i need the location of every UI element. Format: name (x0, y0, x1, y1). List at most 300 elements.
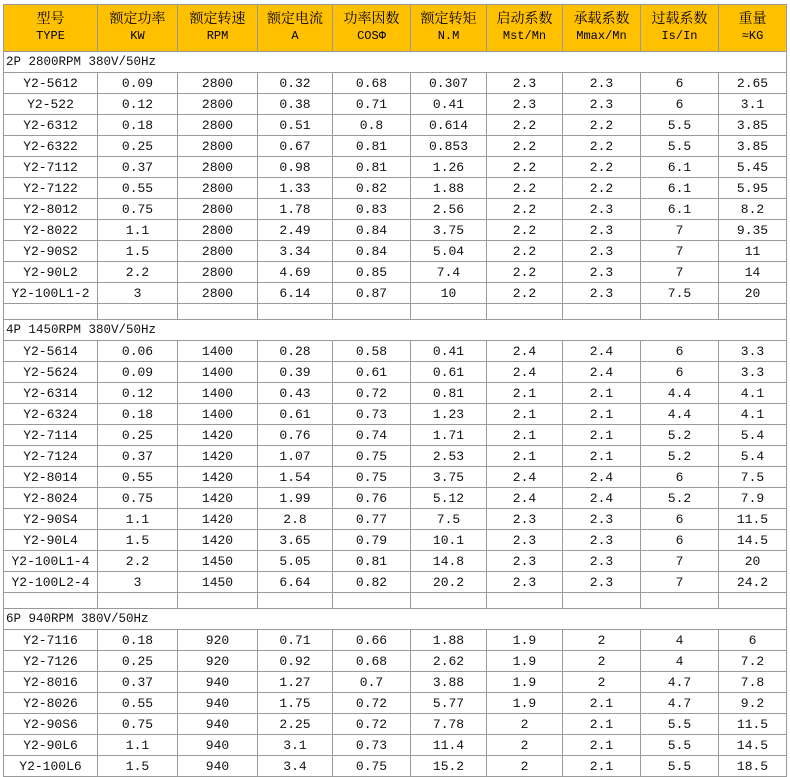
table-cell: 2.2 (487, 220, 563, 241)
table-row (4, 756, 787, 777)
empty-cell (719, 304, 787, 320)
table-cell: 2.3 (563, 94, 641, 115)
table-cell: 0.307 (411, 73, 487, 94)
table-row (4, 488, 787, 509)
table-row (4, 94, 787, 115)
table-row (4, 199, 787, 220)
table-cell: 2.3 (563, 262, 641, 283)
table-cell: 2.2 (563, 157, 641, 178)
table-cell: 0.87 (333, 283, 411, 304)
table-cell: 5.45 (719, 157, 787, 178)
table-cell: 3.85 (719, 115, 787, 136)
table-cell: 1420 (178, 446, 258, 467)
table-cell: 2.8 (258, 509, 333, 530)
table-cell: Y2-90L4 (4, 530, 98, 551)
table-cell: 9.2 (719, 693, 787, 714)
table-cell: 2 (487, 756, 563, 777)
table-cell: 2.4 (563, 362, 641, 383)
header-type: 型号 TYPE (4, 5, 98, 52)
table-cell: 7 (641, 262, 719, 283)
table-cell: 2.4 (487, 341, 563, 362)
header-row (4, 5, 787, 52)
section-label: 4P 1450RPM 380V/50Hz (4, 320, 787, 341)
table-row (4, 178, 787, 199)
table-cell: Y2-7126 (4, 651, 98, 672)
table-cell: 4.7 (641, 693, 719, 714)
spacer-row (4, 304, 787, 320)
table-cell: Y2-8016 (4, 672, 98, 693)
table-cell: 2.3 (487, 530, 563, 551)
table-cell: 2.1 (563, 425, 641, 446)
table-cell: 0.81 (333, 551, 411, 572)
table-cell: 0.81 (411, 383, 487, 404)
table-cell: 1.71 (411, 425, 487, 446)
empty-cell (719, 593, 787, 609)
table-cell: 0.55 (98, 693, 178, 714)
table-cell: Y2-100L1-2 (4, 283, 98, 304)
table-cell: 2800 (178, 136, 258, 157)
table-cell: 7.78 (411, 714, 487, 735)
table-cell: Y2-7124 (4, 446, 98, 467)
table-cell: 2.2 (487, 241, 563, 262)
table-cell: 9.35 (719, 220, 787, 241)
table-row (4, 220, 787, 241)
table-row (4, 157, 787, 178)
table-cell: 14.8 (411, 551, 487, 572)
table-cell: 2 (487, 735, 563, 756)
table-row (4, 630, 787, 651)
table-cell: 7 (641, 551, 719, 572)
table-cell: 940 (178, 672, 258, 693)
table-cell: 0.32 (258, 73, 333, 94)
table-cell: 5.5 (641, 735, 719, 756)
table-cell: 2.3 (563, 220, 641, 241)
header-power-factor: 功率因数 COSΦ (333, 5, 411, 52)
table-cell: 1420 (178, 509, 258, 530)
table-cell: Y2-8024 (4, 488, 98, 509)
table-cell: 4.7 (641, 672, 719, 693)
table-cell: 0.39 (258, 362, 333, 383)
table-cell: 2.4 (563, 488, 641, 509)
table-cell: 20.2 (411, 572, 487, 593)
table-cell: 2.1 (563, 446, 641, 467)
table-cell: 7 (641, 220, 719, 241)
table-cell: 5.5 (641, 756, 719, 777)
table-cell: 2.4 (487, 362, 563, 383)
table-cell: 2.3 (487, 572, 563, 593)
table-cell: 7.5 (411, 509, 487, 530)
table-cell: 1450 (178, 551, 258, 572)
table-cell: 940 (178, 735, 258, 756)
table-cell: 3.34 (258, 241, 333, 262)
table-cell: 3.85 (719, 136, 787, 157)
table-cell: 8.2 (719, 199, 787, 220)
table-cell: 11 (719, 241, 787, 262)
table-cell: 1420 (178, 425, 258, 446)
table-cell: 2.4 (487, 488, 563, 509)
table-cell: 2.65 (719, 73, 787, 94)
table-cell: 2.3 (563, 530, 641, 551)
table-row (4, 383, 787, 404)
table-cell: 0.76 (258, 425, 333, 446)
table-cell: 0.75 (98, 488, 178, 509)
table-cell: 1450 (178, 572, 258, 593)
table-row (4, 572, 787, 593)
table-cell: 0.72 (333, 693, 411, 714)
table-cell: 3.1 (719, 94, 787, 115)
table-cell: 2.2 (487, 115, 563, 136)
table-cell: 2.3 (487, 73, 563, 94)
table-cell: 5.5 (641, 136, 719, 157)
table-cell: 2.53 (411, 446, 487, 467)
table-cell: 1400 (178, 341, 258, 362)
table-cell: 4.69 (258, 262, 333, 283)
empty-cell (178, 593, 258, 609)
table-cell: 3.75 (411, 220, 487, 241)
table-cell: 3.3 (719, 362, 787, 383)
table-cell: 14.5 (719, 530, 787, 551)
table-cell: 2.2 (98, 262, 178, 283)
table-cell: 0.83 (333, 199, 411, 220)
table-cell: 5.4 (719, 425, 787, 446)
table-cell: 2800 (178, 73, 258, 94)
table-cell: Y2-8014 (4, 467, 98, 488)
table-cell: 2.1 (487, 446, 563, 467)
table-row (4, 672, 787, 693)
table-cell: 7 (641, 241, 719, 262)
table-cell: Y2-90L2 (4, 262, 98, 283)
table-cell: 14.5 (719, 735, 787, 756)
table-cell: 1400 (178, 404, 258, 425)
table-cell: 1.9 (487, 672, 563, 693)
table-cell: 2.2 (487, 136, 563, 157)
table-cell: 0.92 (258, 651, 333, 672)
table-cell: 0.37 (98, 672, 178, 693)
table-cell: 2.1 (563, 404, 641, 425)
table-row (4, 735, 787, 756)
table-cell: 1.9 (487, 651, 563, 672)
empty-cell (4, 304, 98, 320)
table-cell: 10 (411, 283, 487, 304)
table-cell: 6 (641, 73, 719, 94)
table-cell: 3.88 (411, 672, 487, 693)
table-cell: 1.99 (258, 488, 333, 509)
empty-cell (563, 304, 641, 320)
table-cell: 0.37 (98, 446, 178, 467)
table-cell: 4.4 (641, 404, 719, 425)
table-cell: 6 (641, 467, 719, 488)
table-cell: 2.1 (563, 693, 641, 714)
table-cell: Y2-90S2 (4, 241, 98, 262)
table-cell: 5.05 (258, 551, 333, 572)
empty-cell (333, 593, 411, 609)
table-cell: 0.25 (98, 425, 178, 446)
table-cell: 0.41 (411, 94, 487, 115)
table-cell: 5.2 (641, 488, 719, 509)
table-row (4, 467, 787, 488)
table-cell: 1.5 (98, 530, 178, 551)
table-cell: 2.1 (487, 404, 563, 425)
table-cell: 2 (563, 672, 641, 693)
table-cell: Y2-6312 (4, 115, 98, 136)
table-cell: 0.8 (333, 115, 411, 136)
table-cell: 3 (98, 572, 178, 593)
section-header-row (4, 609, 787, 630)
table-cell: 6.14 (258, 283, 333, 304)
table-cell: Y2-100L1-4 (4, 551, 98, 572)
table-cell: 5.5 (641, 115, 719, 136)
table-cell: 0.09 (98, 362, 178, 383)
table-cell: 5.77 (411, 693, 487, 714)
table-cell: Y2-6322 (4, 136, 98, 157)
table-row (4, 262, 787, 283)
table-cell: Y2-7114 (4, 425, 98, 446)
table-cell: 3.1 (258, 735, 333, 756)
table-cell: Y2-5624 (4, 362, 98, 383)
table-cell: 24.2 (719, 572, 787, 593)
table-cell: Y2-522 (4, 94, 98, 115)
empty-cell (563, 593, 641, 609)
table-row (4, 509, 787, 530)
header-starting-ratio: 启动系数 Mst/Mn (487, 5, 563, 52)
table-cell: 6 (641, 509, 719, 530)
table-cell: 0.79 (333, 530, 411, 551)
table-cell: 0.75 (333, 467, 411, 488)
motor-spec-table (3, 4, 787, 777)
table-cell: 0.43 (258, 383, 333, 404)
table-cell: 0.73 (333, 735, 411, 756)
table-cell: 2.3 (563, 283, 641, 304)
table-cell: 7 (641, 572, 719, 593)
table-cell: 0.81 (333, 157, 411, 178)
table-cell: 940 (178, 756, 258, 777)
table-cell: 6 (641, 94, 719, 115)
table-cell: 0.72 (333, 383, 411, 404)
table-cell: 1420 (178, 488, 258, 509)
table-cell: 2.3 (487, 551, 563, 572)
table-row (4, 425, 787, 446)
table-cell: 1.88 (411, 178, 487, 199)
table-cell: 1.27 (258, 672, 333, 693)
table-cell: 0.58 (333, 341, 411, 362)
section-label: 2P 2800RPM 380V/50Hz (4, 52, 787, 73)
table-cell: 1420 (178, 467, 258, 488)
table-cell: 2.1 (487, 425, 563, 446)
table-cell: 1.26 (411, 157, 487, 178)
table-cell: 0.82 (333, 178, 411, 199)
table-cell: 1.1 (98, 509, 178, 530)
table-cell: 0.75 (98, 199, 178, 220)
empty-cell (258, 593, 333, 609)
empty-cell (178, 304, 258, 320)
table-body (4, 52, 787, 777)
table-cell: 1.5 (98, 756, 178, 777)
table-cell: 1.33 (258, 178, 333, 199)
table-cell: 0.71 (258, 630, 333, 651)
table-cell: 0.25 (98, 651, 178, 672)
table-cell: 0.75 (333, 756, 411, 777)
table-row (4, 362, 787, 383)
table-row (4, 446, 787, 467)
table-cell: 0.82 (333, 572, 411, 593)
table-cell: Y2-100L2-4 (4, 572, 98, 593)
table-cell: 5.2 (641, 446, 719, 467)
table-cell: 2.3 (563, 241, 641, 262)
table-row (4, 283, 787, 304)
table-cell: 0.61 (333, 362, 411, 383)
table-cell: 2.2 (487, 283, 563, 304)
table-row (4, 136, 787, 157)
table-cell: 2800 (178, 157, 258, 178)
table-cell: 1.88 (411, 630, 487, 651)
table-cell: 7.2 (719, 651, 787, 672)
table-cell: 0.84 (333, 241, 411, 262)
table-cell: 0.12 (98, 383, 178, 404)
section-header-row (4, 320, 787, 341)
table-cell: 0.71 (333, 94, 411, 115)
table-cell: 6.1 (641, 157, 719, 178)
table-cell: Y2-8022 (4, 220, 98, 241)
table-cell: 7.9 (719, 488, 787, 509)
table-row (4, 404, 787, 425)
table-cell: 2 (563, 651, 641, 672)
empty-cell (487, 304, 563, 320)
table-cell: 1.5 (98, 241, 178, 262)
table-cell: 10.1 (411, 530, 487, 551)
table-cell: Y2-7122 (4, 178, 98, 199)
table-cell: 0.853 (411, 136, 487, 157)
table-cell: 5.5 (641, 714, 719, 735)
table-cell: Y2-100L6 (4, 756, 98, 777)
table-cell: 2.3 (563, 199, 641, 220)
header-max-torque-ratio: 承载系数 Mmax/Mn (563, 5, 641, 52)
table-cell: 2.3 (487, 94, 563, 115)
table-cell: 1420 (178, 530, 258, 551)
table-cell: Y2-7112 (4, 157, 98, 178)
empty-cell (487, 593, 563, 609)
table-cell: 3.4 (258, 756, 333, 777)
table-cell: 2800 (178, 199, 258, 220)
table-cell: Y2-5614 (4, 341, 98, 362)
section-header-row (4, 52, 787, 73)
table-cell: 7.5 (641, 283, 719, 304)
table-cell: 0.55 (98, 467, 178, 488)
table-cell: 2.2 (487, 199, 563, 220)
table-cell: 2.4 (563, 467, 641, 488)
table-cell: 920 (178, 630, 258, 651)
table-cell: 0.84 (333, 220, 411, 241)
table-cell: 7.8 (719, 672, 787, 693)
table-cell: Y2-90S4 (4, 509, 98, 530)
table-cell: 2.56 (411, 199, 487, 220)
table-row (4, 693, 787, 714)
table-cell: 0.18 (98, 630, 178, 651)
table-cell: 2800 (178, 283, 258, 304)
table-cell: 1.9 (487, 630, 563, 651)
table-cell: 2.25 (258, 714, 333, 735)
table-cell: 2800 (178, 262, 258, 283)
table-cell: 2.4 (487, 467, 563, 488)
table-cell: 2.3 (563, 572, 641, 593)
section-label: 6P 940RPM 380V/50Hz (4, 609, 787, 630)
table-cell: 1400 (178, 383, 258, 404)
header-rated-speed: 额定转速 RPM (178, 5, 258, 52)
header-weight: 重量 ≈KG (719, 5, 787, 52)
header-overload-ratio: 过载系数 Is/In (641, 5, 719, 52)
table-cell: 0.68 (333, 73, 411, 94)
table-cell: 2800 (178, 94, 258, 115)
table-row (4, 115, 787, 136)
table-cell: 0.61 (258, 404, 333, 425)
table-cell: 6.64 (258, 572, 333, 593)
table-cell: 2.1 (487, 383, 563, 404)
empty-cell (258, 304, 333, 320)
table-cell: 0.73 (333, 404, 411, 425)
table-header (4, 5, 787, 52)
table-cell: 6 (641, 530, 719, 551)
table-cell: 2 (563, 630, 641, 651)
table-cell: 7.4 (411, 262, 487, 283)
table-cell: 0.09 (98, 73, 178, 94)
table-cell: 2.62 (411, 651, 487, 672)
table-cell: 2800 (178, 220, 258, 241)
table-cell: 2800 (178, 241, 258, 262)
table-cell: 2.49 (258, 220, 333, 241)
table-cell: 20 (719, 551, 787, 572)
table-cell: 5.95 (719, 178, 787, 199)
empty-cell (333, 304, 411, 320)
table-cell: 2.1 (563, 714, 641, 735)
table-cell: Y2-6324 (4, 404, 98, 425)
table-cell: 15.2 (411, 756, 487, 777)
table-cell: 4 (641, 630, 719, 651)
table-cell: 0.28 (258, 341, 333, 362)
table-cell: 1.1 (98, 220, 178, 241)
empty-cell (411, 304, 487, 320)
table-cell: Y2-8012 (4, 199, 98, 220)
table-cell: 5.4 (719, 446, 787, 467)
table-cell: 0.98 (258, 157, 333, 178)
table-row (4, 714, 787, 735)
table-cell: 4.4 (641, 383, 719, 404)
table-row (4, 73, 787, 94)
table-cell: 2.1 (563, 383, 641, 404)
table-cell: 2.3 (563, 551, 641, 572)
table-cell: 0.72 (333, 714, 411, 735)
table-cell: 0.614 (411, 115, 487, 136)
table-cell: 2800 (178, 178, 258, 199)
table-cell: 4.1 (719, 404, 787, 425)
table-cell: 3.3 (719, 341, 787, 362)
table-cell: 0.81 (333, 136, 411, 157)
table-cell: 0.76 (333, 488, 411, 509)
table-cell: 5.2 (641, 425, 719, 446)
table-cell: 6.1 (641, 178, 719, 199)
table-cell: 11.5 (719, 714, 787, 735)
table-cell: 2.2 (563, 178, 641, 199)
table-cell: 2.3 (563, 73, 641, 94)
table-cell: 0.67 (258, 136, 333, 157)
table-row (4, 241, 787, 262)
table-cell: 5.12 (411, 488, 487, 509)
table-cell: 2.4 (563, 341, 641, 362)
table-cell: 1.78 (258, 199, 333, 220)
table-cell: 1.07 (258, 446, 333, 467)
table-cell: 14 (719, 262, 787, 283)
header-rated-torque: 额定转矩 N.M (411, 5, 487, 52)
table-cell: 0.74 (333, 425, 411, 446)
table-cell: 2.2 (487, 157, 563, 178)
